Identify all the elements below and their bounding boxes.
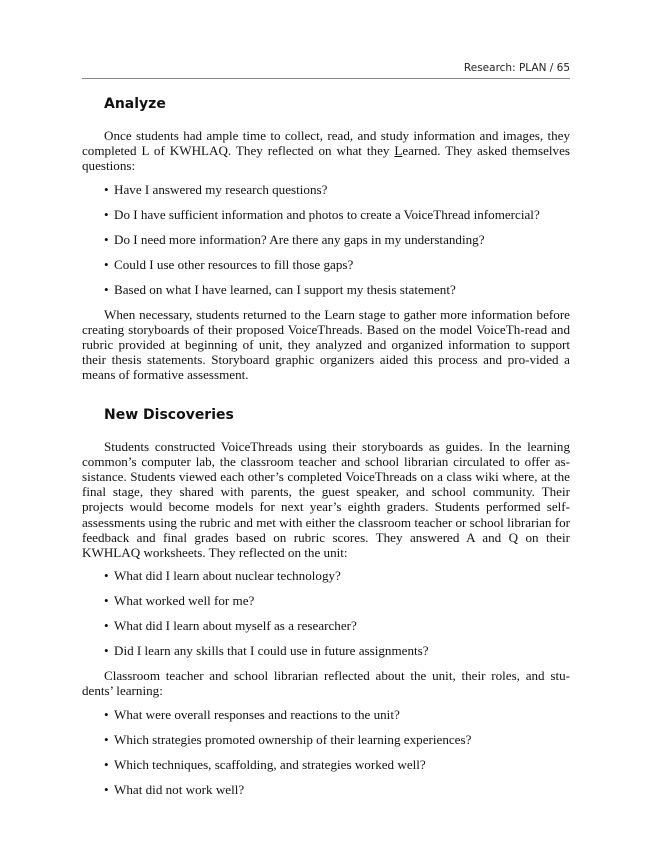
educator-reflection-paragraph: Classroom teacher and school librarian reflected about the unit, their roles, and stu-dents’ learning: xyxy=(82,668,570,699)
list-item-text: Based on what I have learned, can I support my thesis statement? xyxy=(114,281,456,297)
list-item-text: Did I learn any skills that I could use in future assignments? xyxy=(114,643,429,659)
list-item xyxy=(82,182,570,197)
bullet-mark: • xyxy=(104,231,109,247)
underlined-letter: L xyxy=(394,143,403,159)
list-item-text: Do I have sufficient information and photos to create a VoiceThread infomercial? xyxy=(114,206,540,222)
bullet-mark: • xyxy=(104,206,109,222)
header-rule xyxy=(82,78,570,79)
list-item-text: Do I need more information? Are there any gaps in my understanding? xyxy=(114,231,485,247)
list-item-text: Could I use other resources to fill those gaps? xyxy=(114,256,354,272)
bullet-mark: • xyxy=(104,731,109,747)
analyze-closing-paragraph: When necessary, students returned to the Learn stage to gather more information before creating storyboards of their proposed VoiceThreads. Based on the model VoiceTh-read and rubric provided at beginning of unit, they analyzed and organized information to support their thesis statements. Storyboard graphic organizers aided this process and pro-vided a means of formative assessment. xyxy=(82,306,570,383)
bullet-mark: • xyxy=(104,706,109,722)
list-item xyxy=(82,782,570,797)
analyze-heading: Analyze xyxy=(104,96,166,112)
bullet-mark: • xyxy=(104,593,109,609)
bullet-mark: • xyxy=(104,568,109,584)
running-head: Research: PLAN / 65 xyxy=(463,62,570,74)
list-item-text: Have I answered my research questions? xyxy=(114,181,328,197)
list-item-text: Which techniques, scaffolding, and strategies worked well? xyxy=(114,756,426,772)
list-item-text: What worked well for me? xyxy=(114,593,255,609)
list-item xyxy=(82,282,570,297)
new-discoveries-paragraph: Students constructed VoiceThreads using their storyboards as guides. In the learning common’s computer lab, the classroom teacher and school librarian circulated to offer as-sistance. Students viewed each other’s completed VoiceThreads on a class wiki where, at the final stage, they shared with parents, the guest speaker, and school community. Their projects would become models for next year’s eighth graders. Students performed self-assessments using the rubric and met with either the classroom teacher or school librarian for feedback and final grades based on rubric scores. They answered A and Q on their KWHLAQ worksheets. They reflected on the unit: xyxy=(82,438,570,561)
list-item xyxy=(82,257,570,272)
bullet-mark: • xyxy=(104,781,109,797)
analyze-intro-text-b: earned. They asked themselves questions: xyxy=(82,143,570,174)
list-item xyxy=(82,618,570,633)
list-item xyxy=(82,707,570,722)
analyze-intro-text-a: Once students had ample time to collect, read, and study information and images, they completed L of KWHLAQ. They reflected on what they xyxy=(82,128,570,159)
bullet-mark: • xyxy=(104,643,109,659)
list-item-text: What did I learn about myself as a researcher? xyxy=(114,618,357,634)
analyze-intro-paragraph xyxy=(82,128,570,174)
list-item-text: Which strategies promoted ownership of their learning experiences? xyxy=(114,731,472,747)
educator-reflection-list xyxy=(82,707,570,797)
page-body xyxy=(82,94,570,807)
bullet-mark: • xyxy=(104,256,109,272)
list-item xyxy=(82,643,570,658)
list-item xyxy=(82,593,570,608)
bullet-mark: • xyxy=(104,618,109,634)
new-discoveries-heading: New Discoveries xyxy=(104,406,234,423)
bullet-mark: • xyxy=(104,281,109,297)
analyze-question-list xyxy=(82,182,570,297)
list-item xyxy=(82,732,570,747)
section-spacer xyxy=(82,391,570,405)
list-item-text: What were overall responses and reactions to the unit? xyxy=(114,706,400,722)
list-item-text: What did not work well? xyxy=(114,781,245,797)
list-item xyxy=(82,207,570,222)
bullet-mark: • xyxy=(104,181,109,197)
list-item-text: What did I learn about nuclear technology? xyxy=(114,568,341,584)
list-item xyxy=(82,232,570,247)
bullet-mark: • xyxy=(104,756,109,772)
student-reflection-list xyxy=(82,568,570,658)
list-item xyxy=(82,568,570,583)
list-item xyxy=(82,757,570,772)
